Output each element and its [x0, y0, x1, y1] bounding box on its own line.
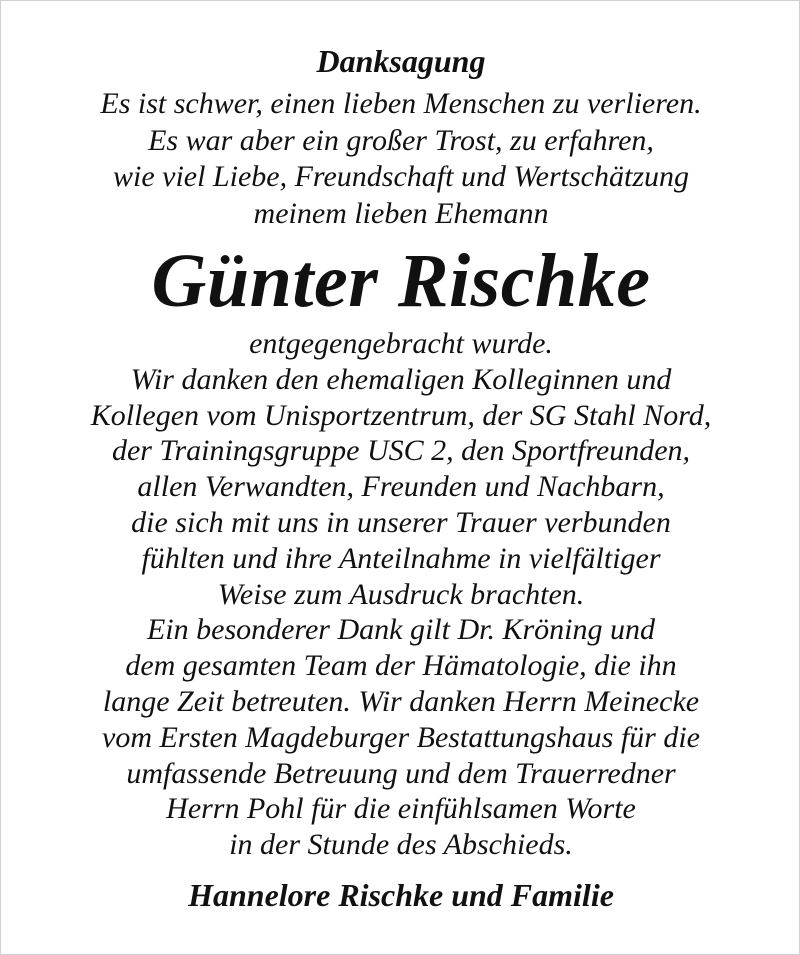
- intro-line: Es ist schwer, einen lieben Menschen zu verlieren.: [100, 87, 702, 120]
- deceased-name: Günter Rischke: [151, 239, 651, 323]
- body-line: fühlten und ihre Anteilnahme in vielfältiger: [141, 541, 661, 575]
- notice-heading: Danksagung: [316, 43, 486, 79]
- intro-text: [1, 86, 800, 232]
- body-line: dem gesamten Team der Hämatologie, die ihn: [125, 649, 677, 683]
- intro-line: meinem lieben Ehemann: [253, 196, 549, 230]
- signature: Hannelore Rischke und Familie: [188, 877, 614, 913]
- body-text: [1, 326, 800, 863]
- body-line: allen Verwandten, Freunden und Nachbarn,: [137, 470, 665, 504]
- body-line: umfassende Betreuung und dem Trauerredner: [126, 756, 676, 790]
- body-line: vom Ersten Magdeburger Bestattungshaus für die: [102, 720, 700, 754]
- body-line: Ein besonderer Dank gilt Dr. Kröning und: [146, 613, 656, 647]
- body-line: entgegengebracht wurde.: [249, 327, 553, 360]
- intro-line: Es war aber ein großer Trost, zu erfahren,: [148, 123, 654, 157]
- intro-line: wie viel Liebe, Freundschaft und Wertschätzung: [112, 160, 690, 193]
- body-line: der Trainingsgruppe USC 2, den Sportfreunden,: [111, 434, 691, 468]
- body-line: Kollegen vom Unisportzentrum, der SG Stahl Nord,: [90, 398, 712, 432]
- body-line: Wir danken den ehemaligen Kolleginnen und: [130, 362, 672, 396]
- body-line: Herrn Pohl für die einfühlsamen Worte: [166, 792, 636, 826]
- body-line: Weise zum Ausdruck brachten.: [217, 577, 585, 611]
- body-line: in der Stunde des Abschieds.: [229, 828, 573, 862]
- body-line: die sich mit uns in unserer Trauer verbunden: [131, 505, 671, 539]
- body-line: lange Zeit betreuten. Wir danken Herrn Meinecke: [102, 684, 700, 718]
